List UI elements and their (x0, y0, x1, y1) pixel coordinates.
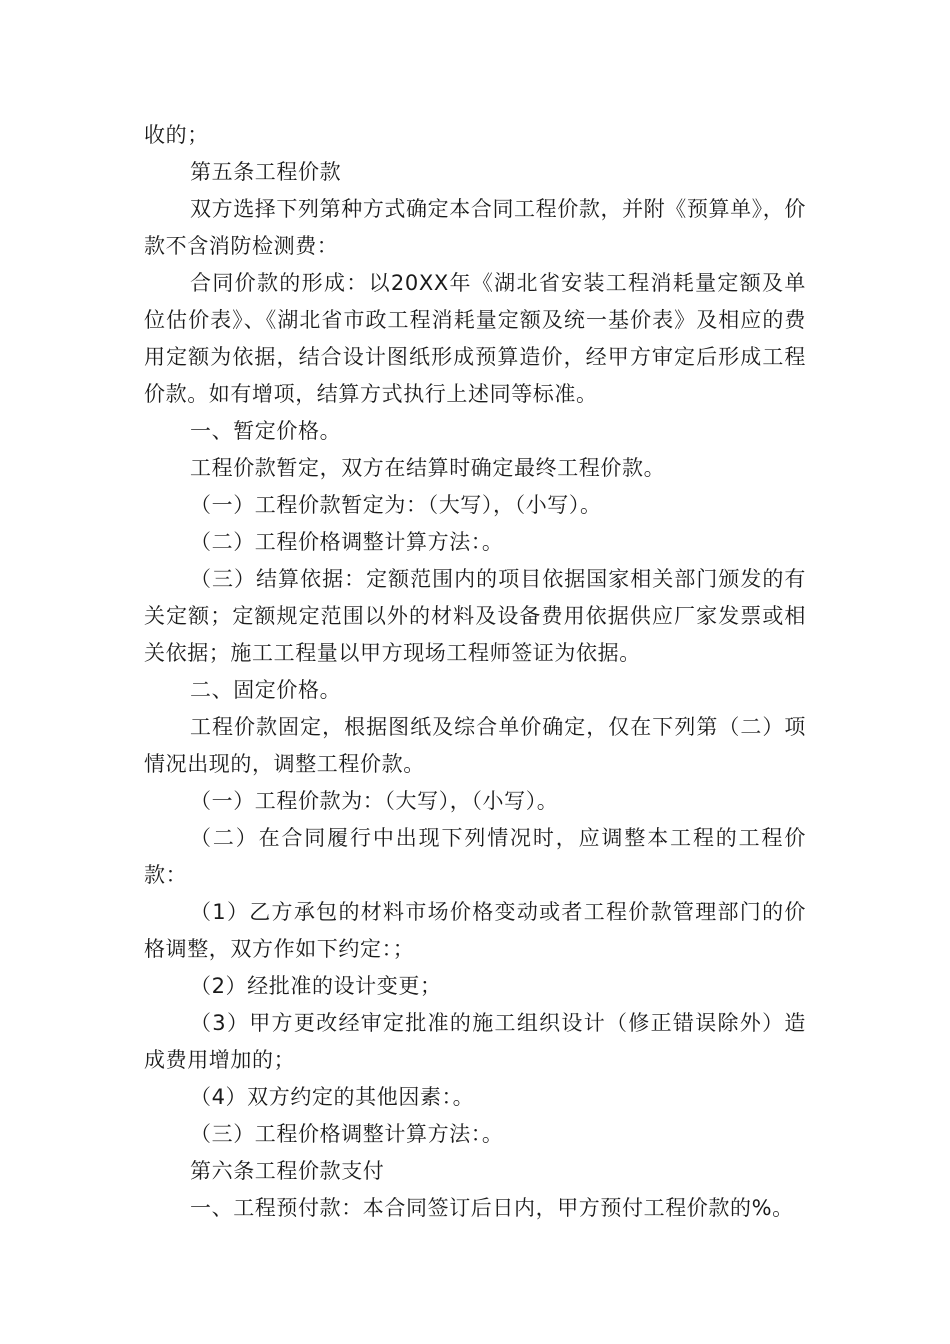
list-item: （2）经批准的设计变更； (190, 974, 442, 998)
paragraph: 工程价款暂定，双方在结算时确定最终工程价款。 (190, 456, 666, 480)
list-item: （一）工程价款暂定为：（大写），（小写）。 (190, 493, 602, 517)
paragraph: 收的； (144, 123, 209, 147)
list-item: （二）在合同履行中出现下列情况时，应调整本工程的工程价款： (144, 826, 806, 887)
paragraph: 一、工程预付款：本合同签订后日内，甲方预付工程价款的%。 (190, 1196, 794, 1220)
list-item: （1）乙方承包的材料市场价格变动或者工程价款管理部门的价格调整，双方作如下约定：； (144, 900, 806, 961)
paragraph: 工程价款固定，根据图纸及综合单价确定，仅在下列第（二）项情况出现的，调整工程价款。 (144, 715, 806, 776)
subsection-heading: 一、暂定价格。 (190, 419, 342, 443)
list-item: （一）工程价款为：（大写），（小写）。 (190, 789, 559, 813)
list-item: （3）甲方更改经审定批准的施工组织设计（修正错误除外）造成费用增加的； (144, 1011, 806, 1072)
section-heading: 第六条工程价款支付 (190, 1159, 385, 1183)
subsection-heading: 二、固定价格。 (190, 678, 342, 702)
document-body (144, 117, 806, 1227)
section-heading: 第五条工程价款 (190, 160, 342, 184)
list-item: （三）工程价格调整计算方法：。 (190, 1122, 504, 1146)
paragraph: 合同价款的形成：以20XX年《湖北省安装工程消耗量定额及单位估价表》、《湖北省市政工程消耗量定额及统一基价表》及相应的费用定额为依据，结合设计图纸形成预算造价，经甲方审定后形成工程价款。如有增项，结算方式执行上述同等标准。 (144, 271, 806, 406)
paragraph: 双方选择下列第种方式确定本合同工程价款，并附《预算单》，价款不含消防检测费： (144, 197, 806, 258)
list-item: （二）工程价格调整计算方法：。 (190, 530, 504, 554)
list-item: （4）双方约定的其他因素：。 (190, 1085, 475, 1109)
list-item: （三）结算依据：定额范围内的项目依据国家相关部门颁发的有关定额；定额规定范围以外的材料及设备费用依据供应厂家发票或相关依据；施工工程量以甲方现场工程师签证为依据。 (144, 567, 806, 665)
